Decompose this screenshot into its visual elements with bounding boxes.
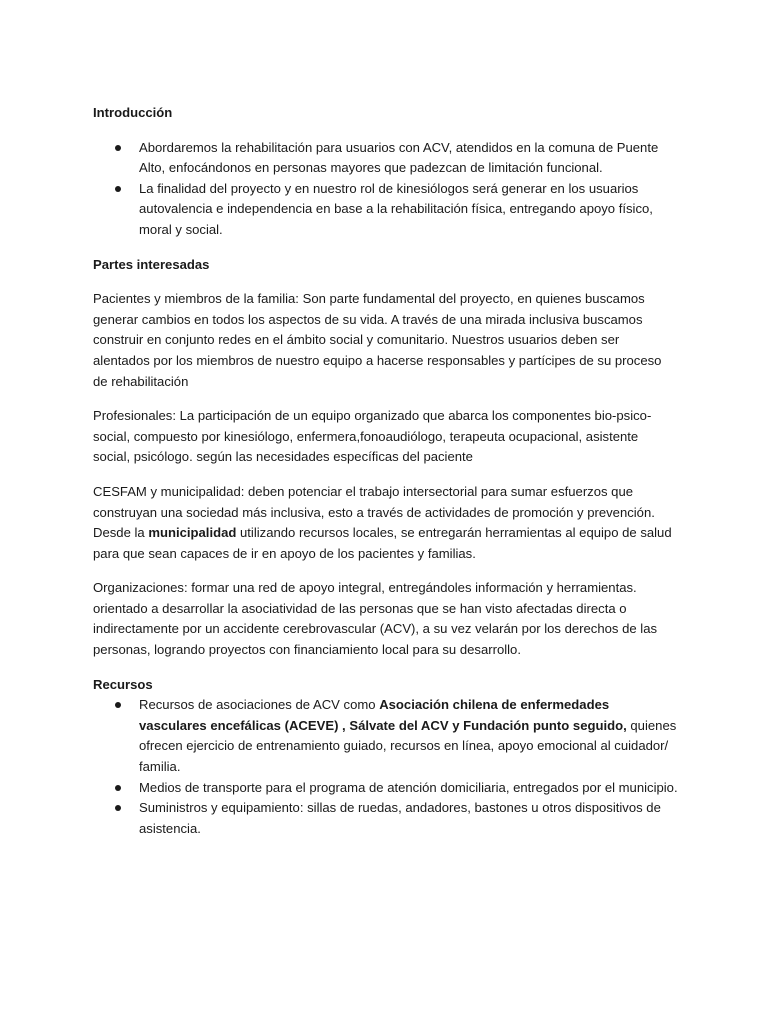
- paragraph-professionals: Profesionales: La participación de un equipo organizado que abarca los componentes bio-psico-social, compuesto por kinesiólogo, enfermera,fonoaudiólogo, terapeuta ocupacional, asistente social, psicólogo. según las necesidades específicas del paciente: [93, 408, 652, 465]
- intro-heading: Introducción: [93, 105, 173, 120]
- text-span: Recursos de asociaciones de ACV como: [139, 697, 380, 713]
- resources-heading: Recursos: [93, 676, 153, 692]
- text-span: utilizando recursos locales, se entregarán herramientas al equipo de salud para que sean capaces de ir en apoyo de los pacientes y familias.: [93, 525, 672, 561]
- list-item: La finalidad del proyecto y en nuestro rol de kinesiólogos será generar en los usuarios autovalencia e independencia en base a la rehabilitación física, entregando apoyo físico, moral y social.: [93, 179, 678, 241]
- resources-bullet-list: [93, 695, 678, 839]
- list-item: Abordaremos la rehabilitación para usuarios con ACV, atendidos en la comuna de Puente Alto, enfocándonos en personas mayores que padezcan de limitación funcional.: [93, 138, 678, 179]
- bold-text: municipalidad: [148, 525, 237, 541]
- list-item: [93, 695, 678, 777]
- paragraph-cesfam: [93, 482, 678, 564]
- list-item: Suministros y equipamiento: sillas de ruedas, andadores, bastones u otros dispositivos de asistencia.: [93, 798, 678, 839]
- intro-bullet-list: [93, 138, 678, 241]
- bold-text: Asociación chilena de enfermedades vasculares encefálicas (ACEVE) , Sálvate del ACV y Fundación punto seguido,: [139, 697, 627, 733]
- paragraph-organizations: Organizaciones: formar una red de apoyo integral, entregándoles información y herramientas. orientado a desarrollar la asociatividad de las personas que se han visto afectadas directa o indirectamente por un accidente cerebrovascular (ACV), a su vez velarán por los derechos de las personas, logrando proyectos con financiamiento local para su desarrollo.: [93, 580, 658, 658]
- text-span: quienes ofrecen ejercicio de entrenamiento guiado, recursos en línea, apoyo emocional al cuidador/ familia.: [139, 717, 677, 775]
- text-span: CESFAM y municipalidad: deben potenciar el trabajo intersectorial para sumar esfuerzos que construyan una sociedad más inclusiva, esto a través de actividades de promoción y prevención. Desde la: [93, 483, 655, 541]
- paragraph-patients: Pacientes y miembros de la familia: Son parte fundamental del proyecto, en quienes buscamos generar cambios en todos los aspectos de su vida. A través de una mirada inclusiva buscamos construir en conjunto redes en el ámbito social y comunitario. Nuestros usuarios deben ser alentados por los miembros de nuestro equipo a hacerse responsables y partícipes de su proceso de rehabilitación: [93, 291, 662, 389]
- list-item: Medios de transporte para el programa de atención domiciliaria, entregados por el municipio.: [93, 778, 678, 799]
- stakeholders-heading: Partes interesadas: [93, 256, 210, 272]
